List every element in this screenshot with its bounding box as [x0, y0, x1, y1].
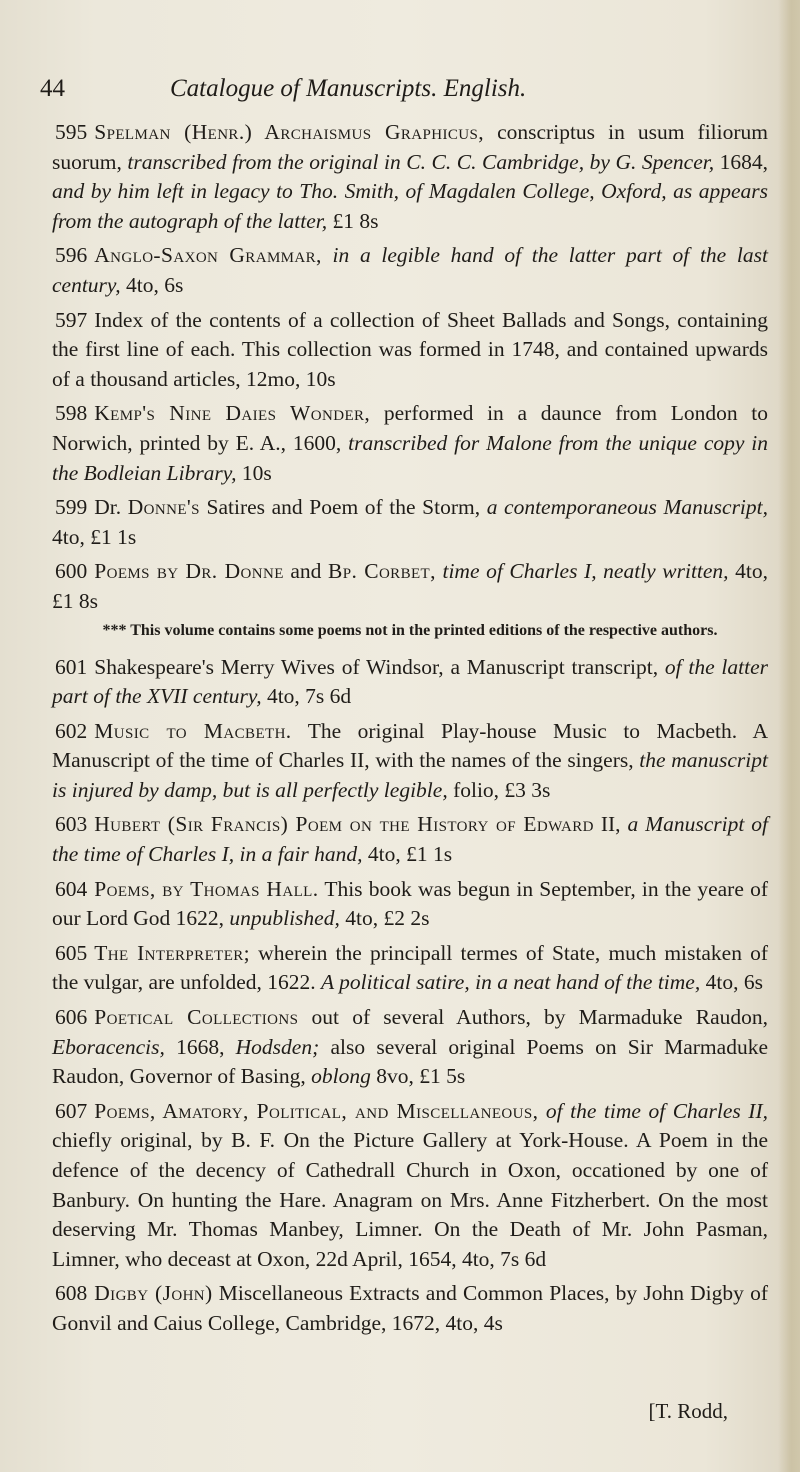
entry-number: 605 [55, 940, 88, 965]
catalogue-entry [52, 717, 768, 806]
entry-text: Bp. Corbet, [327, 559, 436, 584]
entry-text: Donne's [127, 495, 200, 520]
entry-text: chiefly original, by B. F. On the Picture Gallery at York-House. A Poem in the defence of the decency of Cathedrall Church in Oxon, occationed by one of Banbury. On hunting the Hare. Anagram on Mrs. Anne Fitzherbert. On the most deserving Mr. Thomas Manbey, Limner. On the Death of Mr. John Pasman, Limner, who deceast at Oxon, 22d April, 1654, 4to, 7s 6d [52, 1128, 768, 1271]
entry-text: Shakespeare's Merry Wives of Windsor, a Manuscript transcript, [94, 654, 665, 679]
entry-text: Digby (John) [94, 1281, 213, 1306]
entry-number: 595 [55, 120, 88, 144]
page-edge-shadow [778, 0, 800, 1472]
entry-text: Index of the contents of a collection of Sheet Ballads and Songs, containing the first line of each. This collection was formed in 1748, and contained upwards of a thousand articles, 12mo, 10s [52, 307, 768, 391]
entry-text: of the time of Charles II, [538, 1098, 768, 1123]
entry-text: Poems, Amatory, Political, and Miscellaneous, [94, 1098, 539, 1123]
entry-number: 601 [55, 654, 88, 679]
entry-text: out of several Authors, by Marmaduke Raudon, [298, 1005, 768, 1030]
entry-text: Kemp's Nine Daies Wonder, [94, 401, 371, 426]
entry-text: also several original Poems on Sir Marmaduke Raudon, Governor of Basing, [52, 1034, 768, 1089]
entry-text: 4to, £1 1s [362, 842, 453, 867]
entry-text: 4to, 6s [700, 970, 763, 995]
entry-number: 606 [55, 1005, 88, 1030]
entry-number: 596 [55, 243, 88, 268]
entry-text: and by him left in legacy to Tho. Smith, of Magdalen College, Oxford, as appears from the autograph of the latter, [52, 179, 768, 233]
entry-text: time of Charles I, neatly written, [435, 559, 729, 584]
running-title: Catalogue of Manuscripts. English. [170, 75, 527, 102]
catalogue-entry [52, 875, 768, 934]
entry-text: Eboracencis, [52, 1034, 165, 1059]
entry-text: Satires and Poem of the Storm, [199, 495, 487, 520]
entry-text: in a legible hand of the latter part of the last century, [52, 243, 768, 297]
entry-text: £1 8s [327, 208, 379, 233]
entry-text: transcribed from the original in C. C. C. Cambridge, by G. Spencer, [127, 149, 715, 174]
catalogue-entry [52, 399, 768, 488]
entry-text: 4to, £1 1s [52, 524, 137, 549]
entry-text: Anglo-Saxon Grammar, [94, 243, 322, 268]
entry-text: Dr. [94, 495, 128, 520]
entry-text: 4to, £1 8s [52, 559, 768, 613]
entry-text: a contemporaneous Manuscript, [486, 495, 769, 520]
entry-text: Miscellaneous Extracts and Common Places, by John Digby of Gonvil and Caius College, Cambridge, 1672, 4to, 4s [52, 1281, 768, 1335]
entry-text: wherein the principall termes of State, much mistaken of the vulgar, are unfolded, 1622. [52, 940, 768, 995]
entry-text: 4to, 6s [120, 272, 184, 297]
entry-text: The Interpreter; [94, 940, 251, 965]
entry-number: 607 [55, 1098, 88, 1123]
page-number: 44 [40, 75, 65, 102]
entry-text: the manuscript is injured by damp, but is all perfectly legible, [52, 748, 768, 802]
entry-number: 602 [55, 718, 88, 743]
entry-text: Spelman (Henr.) Archaismus Graphicus, [94, 120, 485, 144]
entry-number: 597 [55, 307, 88, 332]
entry-text: folio, £3 3s [447, 777, 551, 802]
catalogue-entry [52, 557, 768, 616]
catchword: [T. Rodd, [648, 1399, 728, 1423]
catalogue-entry [52, 118, 768, 236]
entry-text: Poems, by Thomas Hall. [94, 876, 319, 901]
entry-text: and [283, 559, 328, 584]
entry-text: Music to Macbeth. [94, 718, 292, 743]
entry-text: This book was begun in September, in the yeare of our Lord God 1622, [52, 876, 768, 931]
entry-text: Hodsden; [235, 1034, 320, 1059]
entry-number: 600 [55, 559, 88, 584]
catalogue-entry [52, 653, 768, 712]
catalogue-entry [52, 493, 768, 552]
entry-text: Poems by Dr. Donne [94, 559, 284, 584]
catalogue-entry [52, 1097, 768, 1275]
entry-number: 599 [55, 495, 88, 520]
catalogue-entry [52, 1279, 768, 1338]
entry-text: 8vo, £1 5s [370, 1064, 466, 1089]
entry-text: oblong [311, 1064, 371, 1089]
entry-number: 598 [55, 401, 88, 426]
entry-text: transcribed for Malone from the unique copy in the Bodleian Library, [52, 430, 768, 485]
entry-text: 4to, £2 2s [339, 906, 430, 931]
entry-text: 10s [236, 460, 272, 485]
entry-number: 608 [55, 1281, 88, 1306]
entry-number: 603 [55, 812, 88, 837]
entry-text: of the latter part of the XVII century, [52, 654, 768, 709]
entry-text: a Manuscript of the time of Charles I, in a fair hand, [52, 812, 768, 867]
entry-text: Poetical Collections [94, 1005, 299, 1030]
catalogue-entry [52, 1003, 768, 1092]
entry-footnote: *** This volume contains some poems not in the printed editions of the respective authors. [102, 621, 718, 639]
entry-text: 1684, [714, 149, 769, 174]
entry-text: 1668, [164, 1034, 236, 1059]
entry-text: II, [593, 812, 628, 837]
entry-text: unpublished, [229, 906, 340, 931]
entry-text: A political satire, in a neat hand of the time, [321, 970, 701, 995]
catalogue-entry [52, 810, 768, 869]
entry-text: The original Play-house Music to Macbeth. A Manuscript of the time of Charles II, with the names of the singers, [52, 718, 768, 773]
entry-text: Hubert (Sir Francis) Poem on the History of Edward [94, 812, 594, 837]
entry-text: conscriptus in usum filiorum suorum, [52, 120, 768, 174]
entry-number: 604 [55, 876, 88, 901]
catalogue-entry [52, 306, 768, 395]
entry-text: performed in a daunce from London to Norwich, printed by E. A., 1600, [52, 401, 768, 455]
catalogue-entries [52, 118, 768, 1344]
catalogue-entry [52, 241, 768, 300]
page-header [40, 72, 760, 106]
entry-text: 4to, 7s 6d [261, 684, 352, 709]
catalogue-entry [52, 939, 768, 998]
